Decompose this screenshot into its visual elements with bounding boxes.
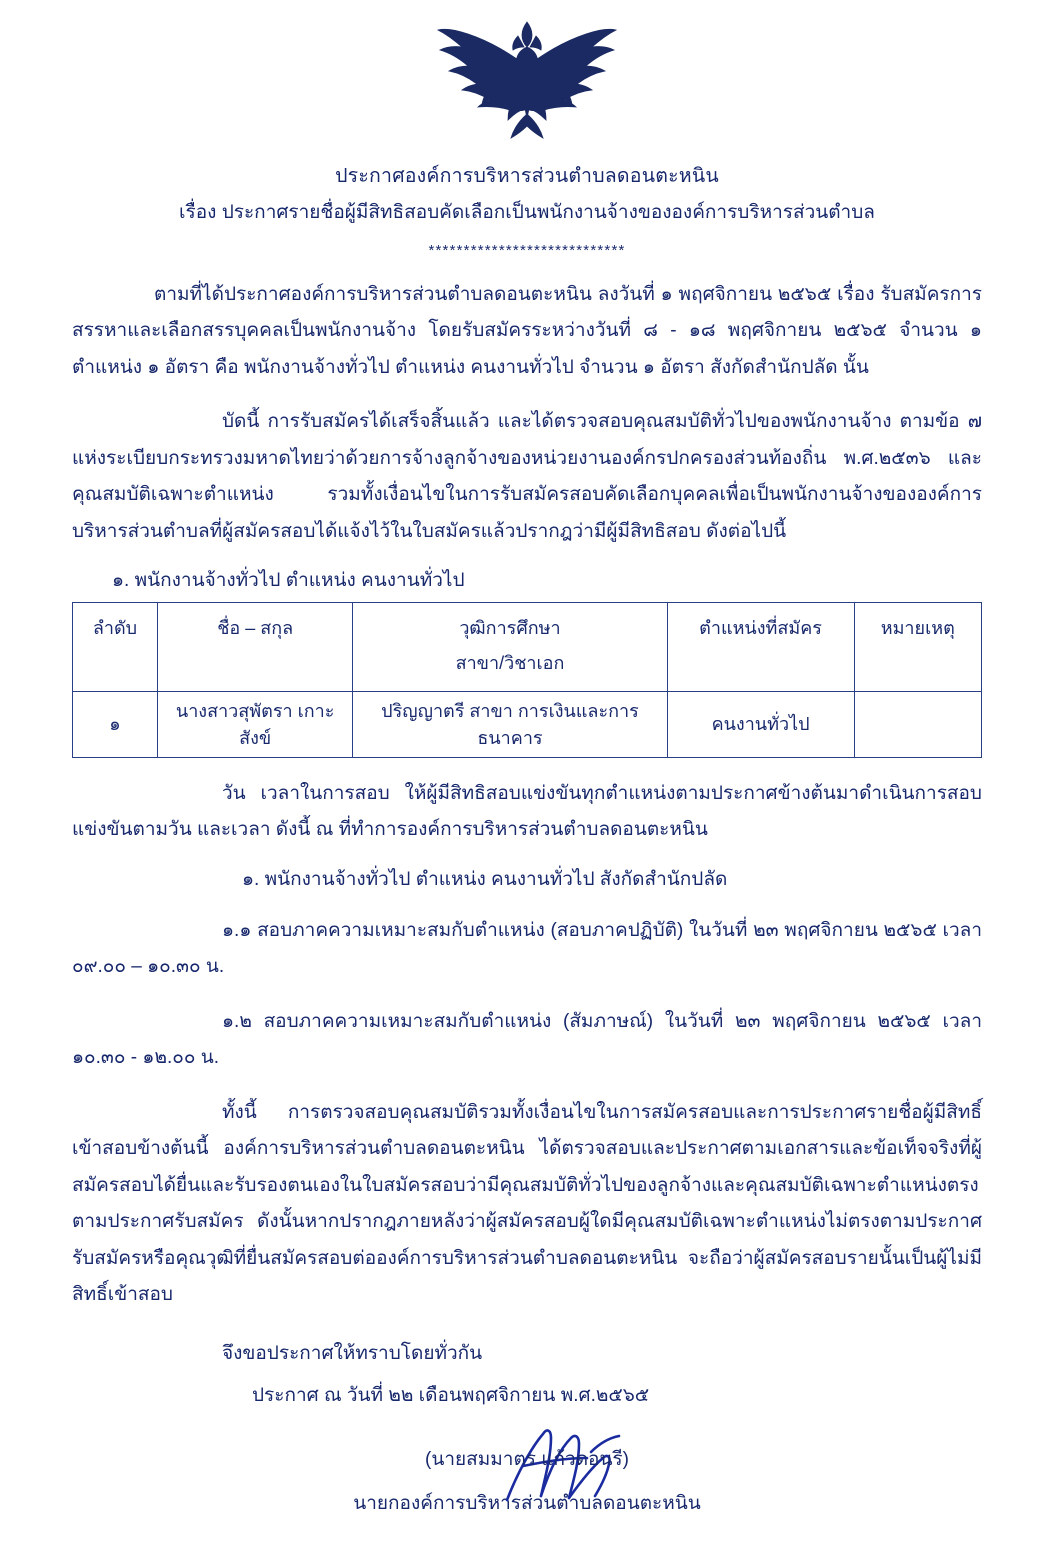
th-education bbox=[353, 603, 667, 692]
exam-intro-paragraph: วัน เวลาในการสอบ ให้ผู้มีสิทธิสอบแข่งขันทุกตำแหน่งตามประกาศข้างต้นมาดำเนินการสอบแข่งขันตามวัน และเวลา ดังนี้ ณ ที่ทำการองค์การบริหารส่วนตำบลดอนตะหนิน bbox=[72, 782, 982, 841]
signer-name: (นายสมมาตร แก้วดอนรี) bbox=[425, 1448, 629, 1470]
signature-area bbox=[72, 1444, 982, 1554]
th-education-sub: สาขา/วิชาเอก bbox=[455, 652, 565, 673]
th-education-main: วุฒิการศึกษา bbox=[459, 618, 561, 639]
page-title: ประกาศองค์การบริหารส่วนตำบลดอนตะหนิน bbox=[335, 165, 719, 187]
date-line: ประกาศ ณ วันที่ ๒๒ เดือนพฤศจิกายน พ.ศ.๒๕๖๕ bbox=[252, 1384, 650, 1406]
th-note: หมายเหตุ bbox=[854, 603, 981, 692]
section-1-heading: ๑. พนักงานจ้างทั่วไป ตำแหน่ง คนงานทั่วไป bbox=[112, 570, 465, 592]
announcement-line: จึงขอประกาศให้ทราบโดยทั่วกัน bbox=[222, 1342, 483, 1364]
exam-section-heading: ๑. พนักงานจ้างทั่วไป ตำแหน่ง คนงานทั่วไป สังกัดสำนักปลัด bbox=[242, 868, 728, 890]
exam-item-1: ๑.๑ สอบภาคความเหมาะสมกับตำแหน่ง (สอบภาคปฏิบัติ) ในวันที่ ๒๓ พฤศจิกายน ๒๕๖๕ เวลา ๐๙.๐๐ – ๑๐.๓๐ น. bbox=[72, 919, 982, 978]
page-subtitle: เรื่อง ประกาศรายชื่อผู้มีสิทธิสอบคัดเลือกเป็นพนักงานจ้างขององค์การบริหารส่วนตำบล bbox=[179, 202, 875, 224]
applicants-table bbox=[72, 602, 982, 757]
cell-position: คนงานทั่วไป bbox=[667, 692, 854, 757]
table-row bbox=[73, 692, 982, 757]
cell-name: นางสาวสุพัตรา เกาะสังข์ bbox=[157, 692, 352, 757]
paragraph-2: บัดนี้ การรับสมัครได้เสร็จสิ้นแล้ว และได้ตรวจสอบคุณสมบัติทั่วไปของพนักงานจ้าง ตามข้อ ๗ แห่งระเบียบกระทรวงมหาดไทยว่าด้วยการจ้างลูกจ้างของหน่วยงานองค์กรปกครองส่วนท้องถิ่น พ.ศ.๒๕๓๖ และคุณสมบัติเฉพาะตำแหน่ง รวมทั้งเงื่อนไขในการรับสมัครสอบคัดเลือกบุคคลเพื่อเป็นพนักงานจ้างขององค์การบริหารส่วนตำบลที่ผู้สมัครสอบได้แจ้งไว้ในใบสมัครแล้วปรากฎว่ามีผู้มีสิทธิสอบ ดังต่อไปนี้ bbox=[72, 411, 982, 542]
cell-education: ปริญญาตรี สาขา การเงินและการธนาคาร bbox=[353, 692, 667, 757]
cell-note bbox=[854, 692, 981, 757]
cell-no: ๑ bbox=[73, 692, 158, 757]
exam-item-2: ๑.๒ สอบภาคความเหมาะสมกับตำแหน่ง (สัมภาษณ์) ในวันที่ ๒๓ พฤศจิกายน ๒๕๖๕ เวลา ๑๐.๓๐ - ๑๒.๐๐ น. bbox=[72, 1010, 982, 1069]
th-position: ตำแหน่งที่สมัคร bbox=[667, 603, 854, 692]
final-paragraph: ทั้งนี้ การตรวจสอบคุณสมบัติรวมทั้งเงื่อนไขในการสมัครสอบและการประกาศรายชื่อผู้มีสิทธิ์เข้าสอบข้างต้นนี้ องค์การบริหารส่วนตำบลดอนตะหนิน ได้ตรวจสอบและประกาศตามเอกสารและข้อเท็จจริงที่ผู้สมัครสอบได้ยื่นและรับรองตนเองในใบสมัครสอบว่ามีคุณสมบัติทั่วไปของลูกจ้างและคุณสมบัติเฉพาะตำแหน่งตรงตามประกาศรับสมัคร ดังนั้นหากปรากฎภายหลังว่าผู้สมัครสอบผู้ใดมีคุณสมบัติเฉพาะตำแหน่งไม่ตรงตามประกาศรับสมัครหรือคุณวุฒิที่ยื่นสมัครสอบต่อองค์การบริหารส่วนตำบลดอนตะหนิน จะถือว่าผู้สมัครสอบรายนั้นเป็นผู้ไม่มีสิทธิ์เข้าสอบ bbox=[72, 1101, 982, 1306]
emblem-container bbox=[72, 14, 982, 144]
title-block bbox=[72, 162, 982, 228]
separator-stars: **************************** bbox=[428, 241, 626, 259]
garuda-emblem-icon bbox=[432, 14, 622, 147]
th-no: ลำดับ bbox=[73, 603, 158, 692]
paragraph-1: ตามที่ได้ประกาศองค์การบริหารส่วนตำบลดอนตะหนิน ลงวันที่ ๑ พฤศจิกายน ๒๕๖๕ เรื่อง รับสมัครการสรรหาและเลือกสรรบุคคลเป็นพนักงานจ้าง โดยรับสมัครระหว่างวันที่ ๘ - ๑๘ พฤศจิกายน ๒๕๖๕ จำนวน ๑ ตำแหน่ง ๑ อัตรา คือ พนักงานจ้างทั่วไป ตำแหน่ง คนงานทั่วไป จำนวน ๑ อัตรา สังกัดสำนักปลัด นั้น bbox=[72, 283, 982, 378]
th-name: ชื่อ – สกุล bbox=[157, 603, 352, 692]
table-header-row bbox=[73, 603, 982, 692]
signer-role: นายกองค์การบริหารส่วนตำบลดอนตะหนิน bbox=[353, 1492, 701, 1514]
